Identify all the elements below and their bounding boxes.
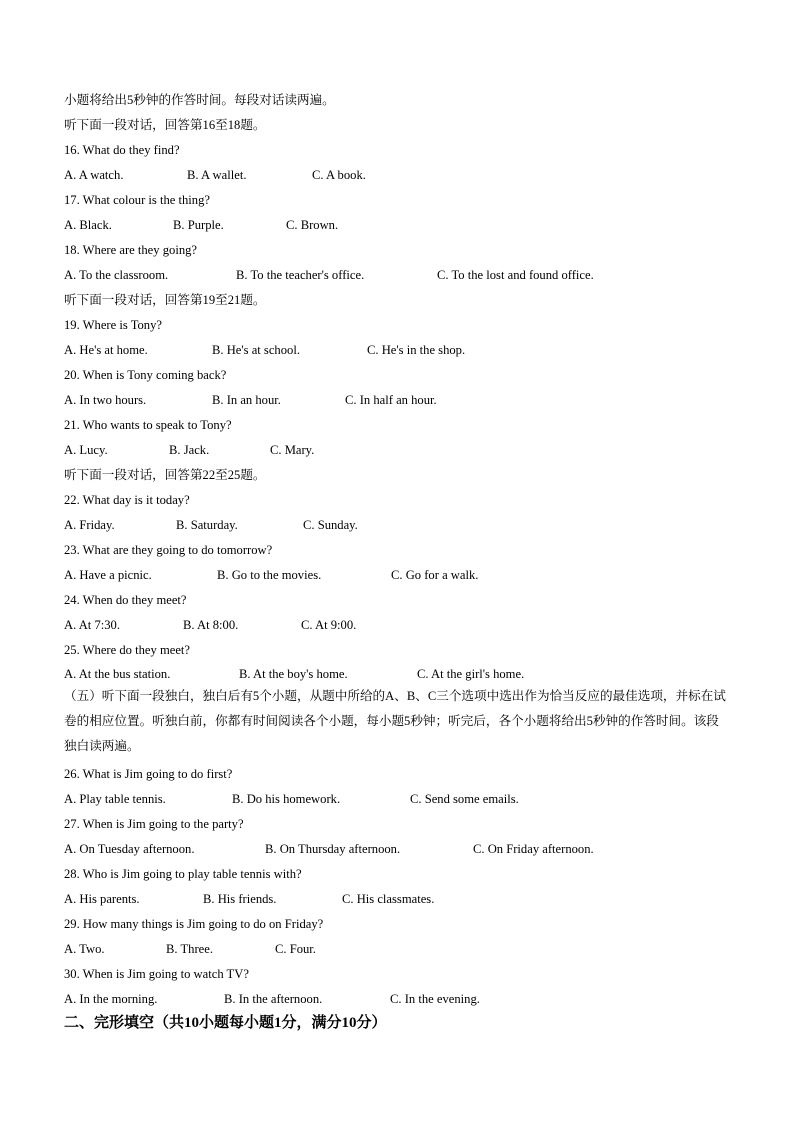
option-c: C. On Friday afternoon.: [473, 842, 594, 856]
option-a: A. His parents.: [64, 892, 140, 906]
option-a: A. He's at home.: [64, 343, 148, 357]
option-c: C. In the evening.: [390, 992, 480, 1006]
option-b: B. Three.: [166, 942, 213, 956]
option-b: B. Jack.: [169, 443, 210, 457]
option-c: C. Sunday.: [303, 518, 358, 532]
question-24: 24. When do they meet?: [64, 593, 187, 607]
question-22: 22. What day is it today?: [64, 493, 190, 507]
option-a: A. Black.: [64, 218, 112, 232]
question-19: 19. Where is Tony?: [64, 318, 162, 332]
option-a: A. In two hours.: [64, 393, 147, 407]
question-29: 29. How many things is Jim going to do on Friday?: [64, 917, 324, 931]
section-intro: 听下面一段对话，回答第19至21题。: [64, 293, 266, 307]
option-c: C. Brown.: [286, 218, 339, 232]
option-a: A. Lucy.: [64, 443, 108, 457]
instruction-line: 小题将给出5秒钟的作答时间。每段对话读两遍。: [64, 93, 335, 107]
option-b: B. At 8:00.: [183, 618, 239, 632]
option-a: A. Play table tennis.: [64, 792, 166, 806]
option-b: B. Do his homework.: [232, 792, 341, 806]
option-a: A. Friday.: [64, 518, 115, 532]
option-c: C. In half an hour.: [345, 393, 437, 407]
option-a: A. At 7:30.: [64, 618, 120, 632]
question-21: 21. Who wants to speak to Tony?: [64, 418, 232, 432]
option-a: A. Two.: [64, 942, 105, 956]
option-b: B. On Thursday afternoon.: [265, 842, 401, 856]
part-2-heading: 二、完形填空（共10小题每小题1分，满分10分）: [64, 1015, 387, 1031]
option-c: C. A book.: [312, 168, 366, 182]
option-c: C. At 9:00.: [301, 618, 357, 632]
option-c: C. Go for a walk.: [391, 568, 479, 582]
question-17: 17. What colour is the thing?: [64, 193, 210, 207]
section-5-instructions: （五）听下面一段独白，独白后有5个小题，从题中所给的A、B、C三个选项中选出作为恰当反应的最佳选项，并标在试卷的相应位置。听独白前，你都有时间阅读各个小题，每小题5秒钟；听完后，各个小题将给出5秒钟的作答时间。该段独白读两遍。: [64, 689, 726, 753]
option-c: C. To the lost and found office.: [437, 268, 594, 282]
question-16: 16. What do they find?: [64, 143, 180, 157]
option-b: B. A wallet.: [187, 168, 247, 182]
option-b: B. At the boy's home.: [239, 667, 348, 681]
option-a: A. A watch.: [64, 168, 124, 182]
option-b: B. In the afternoon.: [224, 992, 323, 1006]
question-28: 28. Who is Jim going to play table tennis with?: [64, 867, 302, 881]
option-b: B. To the teacher's office.: [236, 268, 365, 282]
option-c: C. At the girl's home.: [417, 667, 525, 681]
option-c: C. His classmates.: [342, 892, 435, 906]
section-intro: 听下面一段对话，回答第16至18题。: [64, 118, 266, 132]
option-c: C. Four.: [275, 942, 316, 956]
option-b: B. Go to the movies.: [217, 568, 322, 582]
section-intro: 听下面一段对话，回答第22至25题。: [64, 468, 266, 482]
option-b: B. He's at school.: [212, 343, 300, 357]
question-30: 30. When is Jim going to watch TV?: [64, 967, 249, 981]
question-23: 23. What are they going to do tomorrow?: [64, 543, 273, 557]
option-a: A. At the bus station.: [64, 667, 171, 681]
option-b: B. Saturday.: [176, 518, 238, 532]
option-c: C. Mary.: [270, 443, 315, 457]
option-c: C. Send some emails.: [410, 792, 519, 806]
question-18: 18. Where are they going?: [64, 243, 197, 257]
option-a: A. In the morning.: [64, 992, 158, 1006]
option-a: A. To the classroom.: [64, 268, 169, 282]
option-a: A. Have a picnic.: [64, 568, 152, 582]
option-a: A. On Tuesday afternoon.: [64, 842, 195, 856]
option-b: B. In an hour.: [212, 393, 281, 407]
question-20: 20. When is Tony coming back?: [64, 368, 227, 382]
question-27: 27. When is Jim going to the party?: [64, 817, 244, 831]
option-b: B. His friends.: [203, 892, 277, 906]
question-25: 25. Where do they meet?: [64, 643, 191, 657]
option-c: C. He's in the shop.: [367, 343, 466, 357]
question-26: 26. What is Jim going to do first?: [64, 767, 233, 781]
option-b: B. Purple.: [173, 218, 224, 232]
